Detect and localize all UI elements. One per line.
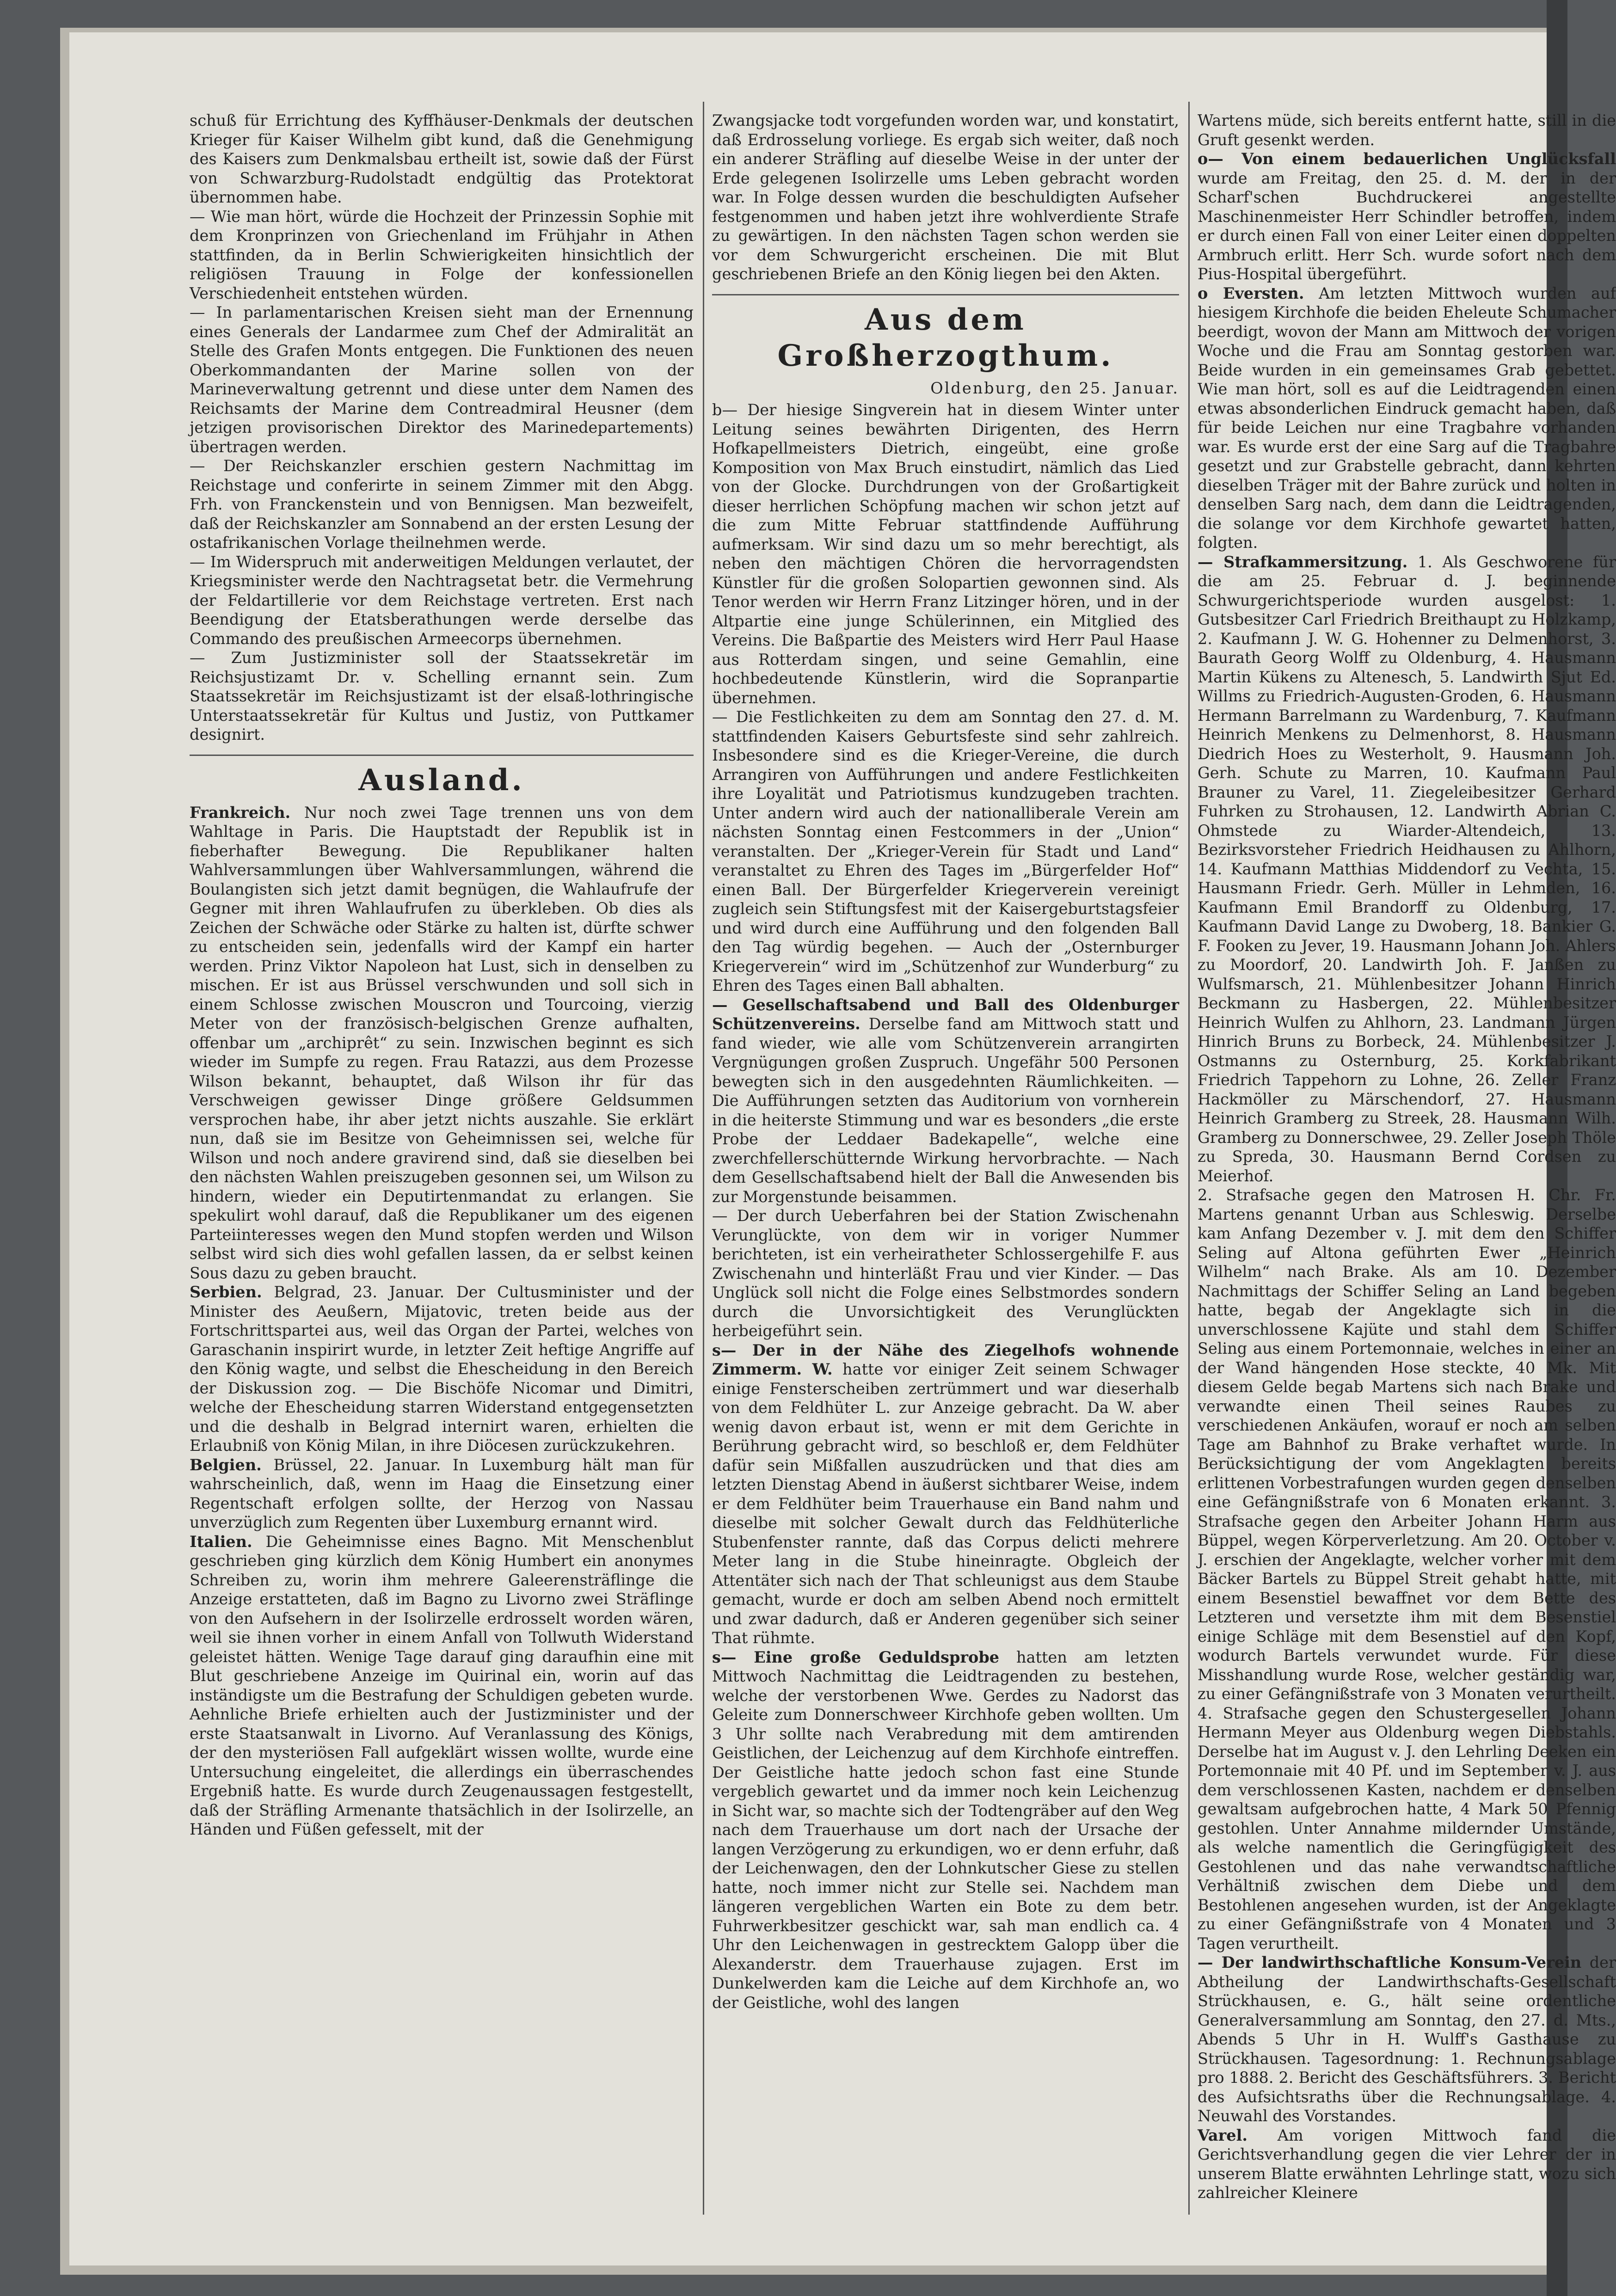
paragraph: — In parlamentarischen Kreisen sieht man der Ernennung eines Generals der Landarmee zum Chef der Admiralität an Stelle des Grafen Monts entgegen. Die Funktionen des neuen Oberkommandanten der Marine sollen von der Marineverwaltung getrennt und diese unter dem Namen des Reichsamts der Marine dem Contreadmiral Heusner (dem jetzigen provisorischen Direktor des Marinedepartements) übertragen werden. — [190, 303, 694, 456]
item-text: wurde am Freitag, den 25. d. M. der in der Scharf'schen Buchdruckerei angestellte Maschinenmeister Herr Schindler betroffen, indem er durch einen Fall von einer Leiter einen doppelten Armbruch erlitt. Herr Sch. wurde sofort nach dem Pius-Hospital übergeführt. — [1198, 169, 1616, 283]
item-keyword: Italien. — [190, 1532, 252, 1551]
item-keyword: o Eversten. — [1198, 284, 1304, 302]
column-rule-2 — [1188, 102, 1190, 2215]
item-keyword: s— Eine große Geduldsprobe — [712, 1648, 1000, 1666]
news-item — [712, 1341, 1179, 1648]
news-item-serbien — [190, 1283, 694, 1455]
item-text: der Abtheilung der Landwirthschafts-Gesellschaft Strückhausen, e. G., hält seine ordentliche Generalversammlung am Sonntag, den 27. d. Mts., Abends 5 Uhr in H. Wulff's Gasthause zu Strückhausen. Tagesordnung: 1. Rechnungsablage pro 1888. 2. Bericht des Geschäftsführers. 3. Bericht des Aufsichtsraths über die Rechnungsablage. 4. Neuwahl des Vorstandes. — [1198, 1953, 1616, 2125]
news-item — [712, 1648, 1179, 2013]
item-text: Derselbe fand am Mittwoch statt und fand wieder, wie alle vom Schützenverein arrangirten Vergnügungen großen Zuspruch. Ungefähr 500 Personen bewegten sich in den ausgedehnten Räumlichkeiten. — Die Aufführungen setzten das Auditorium von vornherein in die heiterste Stimmung und war es besonders „die erste Probe der Leddaer Badekapelle“, welche eine zwerchfellerschütternde Wirkung hervorbrachte. — Nach dem Gesellschaftsabend hielt der Ball die Anwesenden bis zur Morgenstunde beisammen. — [712, 1015, 1180, 1206]
item-text: Am letzten Mittwoch wurden auf hiesigem Kirchhofe die beiden Eheleute Schumacher beerdigt, wovon der Mann am Mittwoch der vorigen Woche und die Frau am Sonntag gestorben war. Beide wurden in ein gemeinsames Grab gebettet. Wie man hört, soll es auf die Leidtragenden einen etwas absonderlichen Eindruck gemacht haben, daß für beide Leichen nur eine Tragbahre vorhanden war. Es wurde erst der eine Sarg auf die Tragbahre gesetzt und zur Grabstelle gebracht, dann kehrten dieselben Träger mit der Bahre zurück und holten in denselben Sarg nach, dem dann die Leidtragenden, die solange vor dem Kirchhofe gewartet hatten, folgten. — [1198, 284, 1616, 552]
item-text: 1. Als Geschworene für die am 25. Februar d. J. beginnende Schwurgerichtsperiode wurden ausgelost: 1. Gutsbesitzer Carl Friedrich Breithaupt zu Holzkamp, 2. Kaufmann J. W. G. Hohenner zu Delmenhorst, 3. Baurath Georg Wolff zu Oldenburg, 4. Hausmann Martin Kükens zu Altenesch, 5. Landwirth Sjut Ed. Willms zu Friedrich-Augusten-Groden, 6. Hausmann Hermann Barrelmann zu Wardenburg, 7. Kaufmann Heinrich Menkens zu Delmenhorst, 8. Hausmann Diedrich Hoes zu Westerholt, 9. Hausmann Joh. Gerh. Schute zu Marren, 10. Kaufmann Paul Brauner zu Varel, 11. Ziegeleibesitzer Gerhard Fuhrken zu Strohausen, 12. Landwirth Abrian C. Ohmstede zu Wiarder-Altendeich, 13. Bezirksvorsteher Friedrich Heidhausen zu Ahlhorn, 14. Kaufmann Matthias Middendorf zu Vechta, 15. Hausmann Friedr. Gerh. Müller in Lehmden, 16. Kaufmann Emil Brandorff zu Oldenburg, 17. Kaufmann David Lange zu Dwoberg, 18. Bankier G. F. Fooken zu Jever, 19. Hausmann Johann Joh. Ahlers zu Moordorf, 20. Landwirth Joh. F. Janßen zu Wulfsmarsch, 21. Mühlenbesitzer Johann Hinrich Beckmann zu Hasbergen, 22. Mühlenbesitzer Heinrich Wulfen zu Ahlhorn, 23. Landmann Jürgen Hinrich Bruns zu Borbeck, 24. Mühlenbesitzer J. Ostmanns zu Osternburg, 25. Korkfabrikant Friedrich Tappehorn zu Lohne, 26. Zeller Franz Hackmöller zu Märschendorf, 27. Hausmann Heinrich Gramberg zu Streek, 28. Hausmann Wilh. Gramberg zu Donnerschwee, 29. Zeller Joseph Thöle zu Spreda, 30. Hausmann Bernd Cordsen zu Meierhof. — [1198, 553, 1616, 1185]
news-item-frankreich — [190, 803, 694, 1283]
column-1 — [190, 111, 694, 1839]
news-item — [712, 995, 1179, 1207]
item-keyword: — Strafkammersitzung. — [1198, 553, 1408, 571]
news-item — [1198, 2126, 1616, 2203]
item-text: Am vorigen Mittwoch fand die Gerichtsverhandlung gegen die vier Lehrer der in unserem Blatte erwähnten Lehrlinge statt, wozu sich zahlreicher Kleinere — [1198, 2126, 1616, 2202]
item-text: Nur noch zwei Tage trennen uns von dem Wahltage in Paris. Die Hauptstadt der Republik ist in fieberhafter Bewegung. Die Republikaner halten Wahlversammlungen über Wahlversammlungen, während die Boulangisten sich jetzt damit begnügen, die Wahlaufrufe der Gegner mit ihren Wahlaufrufen zu überkleben. Ob dies als Zeichen der Schwäche oder Stärke zu halten ist, dürfte schwer zu entscheiden sein, jedenfalls wird der Kampf ein harter werden. Prinz Viktor Napoleon hat Lust, sich in denselben zu mischen. Er ist aus Brüssel verschwunden und soll sich in einem Schlosse zwischen Mouscron und Tourcoing, vierzig Meter von der französisch-belgischen Grenze aufhalten, offenbar um „archiprêt“ zu sein. Inzwischen beginnt es sich wieder im Sumpfe zu regen. Frau Ratazzi, aus dem Prozesse Wilson bekannt, behauptet, daß Wilson ihr für das Verschweigen gewisser Dinge größere Geldsummen versprochen habe, ihr aber jetzt nichts auszahle. Sie erklärt nun, daß sie im Besitze von Geheimnissen sei, welche für Wilson und noch andere gravirend sind, daß sie dieselben bei den nächsten Wahlen preiszugeben gesonnen sei, um Wilson zu hindern, wieder ein Deputirtenmandat zu erlangen. Sie spekulirt wohl darauf, daß die Republikaner um des eigenen Parteiinteresses wegen den Mund stopfen werden und Wilson selbst wird sich dies wohl gefallen lassen, da er selbst keinen Sous dazu zu geben braucht. — [190, 803, 694, 1282]
paragraph: — Der Reichskanzler erschien gestern Nachmittag im Reichstage und conferirte in seinem Zimmer mit den Abgg. Frh. von Franckenstein und von Bennigsen. Man bezweifelt, daß der Reichskanzler am Sonnabend an der ersten Lesung der ostafrikanischen Vorlage theilnehmen werde. — [190, 457, 694, 552]
dateline: Oldenburg, den 25. Januar. — [930, 379, 1179, 397]
item-keyword: Frankreich. — [190, 803, 291, 822]
newspaper-page — [69, 32, 1616, 2265]
paragraph: b— Der hiesige Singverein hat in diesem Winter unter Leitung seines bewährten Dirigenten, des Herrn Hofkapellmeisters Dietrich, eingeübt, eine große Komposition von Max Bruch einstudirt, nämlich das Lied von der Glocke. Durchdrungen von der Großartigkeit dieser herrlichen Schöpfung machen wir schon jetzt auf die zum Mitte Februar stattfindende Aufführung aufmerksam. Wir sind dazu um so mehr berechtigt, als neben den mächtigen Chören die hervorragendsten Künstler für die großen Solopartien gewonnen sind. Als Tenor werden wir Herrn Franz Litzinger hören, und in der Altpartie eine junge Schülerinnen, ein Mitglied des Vereins. Die Baßpartie des Meisters wird Herr Paul Haase aus Rotterdam singen, und seine Gemahlin, eine hochbedeutende Künstlerin, wird die Sopranpartie übernehmen. — [712, 401, 1179, 707]
paragraph: — Im Widerspruch mit anderweitigen Meldungen verlautet, der Kriegsminister werde den Nachtragsetat betr. die Vermehrung der Feldartillerie vor dem Reichstage vertreten. Erst nach Beendigung der Etatsberathungen werde derselbe das Commando des preußischen Armeecorps übernehmen. — [190, 553, 694, 648]
item-text: Belgrad, 23. Januar. Der Cultusminister und der Minister des Aeußern, Mijatovic, treten beide aus der Fortschrittspartei aus, weil das Organ der Partei, welches von Garaschanin inspirirt wurde, in letzter Zeit heftige Angriffe auf den König wagte, und selbst die Ehescheidung in den Bereich der Diskussion zog. — Die Bischöfe Nicomar und Dimitri, welche der Ehescheidung starren Widerstand entgegensetzten und die deshalb in Belgrad internirt waren, erhielten die Erlaubniß von König Milan, in ihre Diöcesen zurückzukehren. — [190, 1283, 694, 1455]
item-text: Brüssel, 22. Januar. In Luxemburg hält man für wahrscheinlich, daß, wenn im Haag die Einsetzung einer Regentschaft erfolgen sollte, der Herzog von Nassau unverzüglich zum Regenten über Luxemburg ernannt wird. — [190, 1455, 694, 1531]
paragraph: Wartens müde, sich bereits entfernt hatte, still in die Gruft gesenkt werden. — [1198, 111, 1616, 149]
paragraph: 2. Strafsache gegen den Matrosen H. Chr. Fr. Martens genannt Urban aus Schleswig. Derselbe kam Anfang Dezember v. J. mit dem den Schiffer Seling auf Altona geführten Ewer „Heinrich Wilhelm“ nach Brake. Als am 10. Dezember Nachmittags der Schiffer Seling an Land begeben hatte, begab der Angeklagte sich in die unverschlossene Kajüte und stahl dem Schiffer Seling aus einem Portemonnaie, welches in einer an der Wand hängenden Hose steckte, 40 Mk. Mit diesem Gelde begab Martens sich nach Brake und verwandte einen Theil seines Raubes zu verschiedenen Ankäufen, worauf er noch am selben Tage am Bahnhof zu Brake verhaftet wurde. In Berücksichtigung der vom Angeklagten bereits erlittenen Vorbestrafungen wurden gegen denselben eine Gefängnißstrafe von 6 Monaten erkannt. 3. Strafsache gegen den Arbeiter Johann Harm aus Büppel, wegen Körperverletzung. Am 20. October v. J. erschien der Angeklagte, welcher vorher mit dem Bäcker Bartels zu Büppel Streit gehabt hatte, mit einem Besenstiel bewaffnet vor dem Bette des Letzteren und versetzte ihm mit dem Besenstiel einige Schläge mit dem Besenstiel auf den Kopf, wodurch Bartels verwundet wurde. Für diese Misshandlung wurde Rose, welcher geständig war, zu einer Gefängnißstrafe von 3 Monaten verurtheilt. 4. Strafsache gegen den Schustergesellen Johann Hermann Meyer aus Oldenburg wegen Diebstahls. Derselbe hat im August v. J. den Lehrling Deeken ein Portemonnaie mit 40 Pf. und im September v. J. aus dem verschlossenen Kasten, nachdem er denselben gewaltsam aufgebrochen hatte, 4 Mark 50 Pfennig gestohlen. Unter Annahme mildernder Umstände, als welche namentlich die Geringfügigkeit des Gestohlenen und das nahe verwandtschaftliche Verhältniß zwischen dem Diebe und dem Bestohlenen angesehen wurden, ist der Angeklagte zu einer Gefängnißstrafe von 4 Monaten und 3 Tagen verurtheilt. — [1198, 1186, 1616, 1952]
paragraph: — Der durch Ueberfahren bei der Station Zwischenahn Verunglückte, von dem wir in voriger Nummer berichteten, ist ein verheiratheter Schlossergehilfe F. aus Zwischenahn und hinterläßt Frau und vier Kinder. — Das Unglück soll nicht die Folge eines Selbstmordes sondern durch die Unvorsichtigkeit des Verunglückten herbeigeführt sein. — [712, 1207, 1179, 1340]
column-3 — [1198, 111, 1616, 2203]
item-keyword: Serbien. — [190, 1283, 262, 1301]
section-title-grossherzogthum: Aus dem Großherzogthum. — [777, 302, 1114, 373]
column-rule-1 — [703, 102, 704, 2215]
item-keyword: — Der landwirthschaftliche Konsum-Verein — [1198, 1953, 1582, 1971]
news-item-italien — [190, 1532, 694, 1839]
item-keyword: s— Der in der Nähe des Ziegelhofs wohnende Zimmerm. W. — [712, 1341, 1179, 1378]
item-text: hatten am letzten Mittwoch Nachmittag die Leidtragenden zu bestehen, welche der verstorbenen Wwe. Gerdes zu Nadorst das Geleite zum Donnerschweer Kirchhofe geben wollten. Um 3 Uhr sollte nach Verabredung mit dem amtirenden Geistlichen, der Leichenzug auf dem Kirchhofe eintreffen. Der Geistliche hatte jedoch schon fast eine Stunde vergeblich gewartet und da immer noch kein Leichenzug in Sicht war, so machte sich der Todtengräber auf den Weg nach dem Trauerhause um dort nach der Ursache der langen Verzögerung zu erkundigen, wo er denn erfuhr, daß der Leichenwagen, den der Lohnkutscher Giese zu stellen hatte, noch immer nicht zur Stelle sei. Nachdem man längeren vergeblichen Warten ein Bote zu dem betr. Fuhrwerkbesitzer geschickt war, sah man endlich ca. 4 Uhr den Leichenwagen in gestrecktem Galopp über die Alexanderstr. dem Trauerhause zujagen. Erst im Dunkelwerden kam die Leiche auf dem Kirchhofe an, wo der Geistliche, wohl des langen — [712, 1648, 1179, 2012]
item-text: hatte vor einiger Zeit seinem Schwager einige Fensterscheiben zertrümmert und war dieserhalb von dem Feldhüter L. zur Anzeige gebracht. Da W. aber wenig davon erbaut ist, wenn er mit dem Gerichte in Berührung gebracht wird, so beschloß er, dem Feldhüter dafür sein Mißfallen auszudrücken und that dies am letzten Dienstag Abend in äußerst sichtbarer Weise, indem er dem Feldhüter beim Trauerhause ein Band nahm und dieselbe mit solcher Gewalt durch das Feldhüterliche Stubenfenster rannte, daß das Corpus delicti mehrere Meter lang in die Stube hineinragte. Obgleich der Attentäter sich nach der That schleunigst aus dem Staube gemacht, wurde er doch am selben Abend noch ermittelt und zwar dadurch, daß er Anderen gegenüber sich seiner That rühmte. — [712, 1360, 1179, 1647]
item-keyword: Varel. — [1198, 2126, 1247, 2144]
item-keyword: o— Von einem bedauerlichen Unglücksfall — [1198, 150, 1616, 168]
item-keyword: Belgien. — [190, 1455, 262, 1474]
item-text: Die Geheimnisse eines Bagno. Mit Menschenblut geschrieben ging kürzlich dem König Humbert ein anonymes Schreiben zu, worin ihm mehrere Galeerensträflinge die Anzeige erstatteten, daß im Bagno zu Livorno zwei Sträflinge von den Aufsehern in der Isolirzelle erdrosselt worden wären, weil sie ihnen vorher in einem Anfall von Tollwuth Widerstand geleistet hätten. Wenige Tage darauf ging daraufhin eine mit Blut geschriebene Anzeige im Quirinal ein, worin auf das inständigste um die Bestrafung der Schuldigen gebeten wurde. Aehnliche Briefe erhielten auch der Justizminister und der erste Staatsanwalt in Livorno. Auf Veranlassung des Königs, der den mysteriösen Fall aufgeklärt wissen wollte, wurde eine Untersuchung eingeleitet, die allerdings ein überraschendes Ergebniß hatte. Es wurde durch Zeugenaussagen festgestellt, daß der Sträfling Armenante thatsächlich in der Isolirzelle, an Händen und Füßen gefesselt, mit der — [190, 1532, 694, 1838]
news-item — [1198, 1953, 1616, 2126]
paragraph: — Die Festlichkeiten zu dem am Sonntag den 27. d. M. stattfindenden Kaisers Geburtsfeste sind sehr zahlreich. Insbesondere sind es die Krieger-Vereine, die durch Arrangiren von Aufführungen und andere Festlichkeiten ihre Loyalität und Patriotismus kundzugeben trachten. Unter andern wird auch der nationalliberale Verein am nächsten Sonntag einen Festcommers in der „Union“ veranstalten. Der „Krieger-Verein für Stadt und Land“ veranstaltet zu Ehren des Tages im „Bürgerfelder Hof“ einen Ball. Der Bürgerfelder Kriegerverein vereinigt zugleich sein Stiftungsfest mit der Kaisergeburtstagsfeier und wird durch eine Aufführung und den folgenden Ball den Tag würdig begehen. — Auch der „Osternburger Kriegerverein“ wird im „Schützenhof zur Wunderburg“ zu Ehren des Tages einen Ball abhalten. — [712, 708, 1179, 995]
section-rule — [190, 755, 694, 756]
news-item — [1198, 284, 1616, 553]
section-title-ausland: Ausland. — [358, 762, 525, 798]
column-2 — [712, 111, 1179, 2012]
paragraph: Zwangsjacke todt vorgefunden worden war, und konstatirt, daß Erdrosselung vorliege. Es ergab sich weiter, daß noch ein anderer Sträfling auf dieselbe Weise in der unter der Erde gelegenen Isolirzelle ums Leben gebracht worden war. In Folge dessen wurden die beschuldigten Aufseher festgenommen und haben jetzt ihre wohlverdiente Strafe zu gewärtigen. In den nächsten Tagen schon werden sie vor dem Schwurgericht erscheinen. Die mit Blut geschriebenen Briefe an den König liegen bei den Akten. — [712, 111, 1179, 283]
news-item — [1198, 553, 1616, 1186]
news-item — [1198, 149, 1616, 284]
news-item-belgien — [190, 1455, 694, 1532]
paragraph: — Zum Justizminister soll der Staatssekretär im Reichsjustizamt Dr. v. Schelling ernannt sein. Zum Staatssekretär im Reichsjustizamt ist der elsaß-lothringische Unterstaatssekretär für Kultus und Justiz, von Puttkamer designirt. — [190, 649, 694, 743]
paragraph: schuß für Errichtung des Kyffhäuser-Denkmals der deutschen Krieger für Kaiser Wilhelm gibt kund, daß die Genehmigung des Kaisers zum Denkmalsbau ertheilt ist, sowie daß der Fürst von Schwarzburg-Rudolstadt endgültig das Protektorat übernommen habe. — [190, 111, 694, 206]
item-keyword: — Gesellschaftsabend und Ball des Oldenburger Schützenvereins. — [712, 995, 1179, 1033]
paragraph: — Wie man hört, würde die Hochzeit der Prinzessin Sophie mit dem Kronprinzen von Griechenland im Frühjahr in Athen stattfinden, da in Berlin Schwierigkeiten hinsichtlich der religiösen Trauung in Folge der konfessionellen Verschiedenheit entstehen würden. — [190, 207, 694, 302]
section-rule — [712, 294, 1179, 295]
